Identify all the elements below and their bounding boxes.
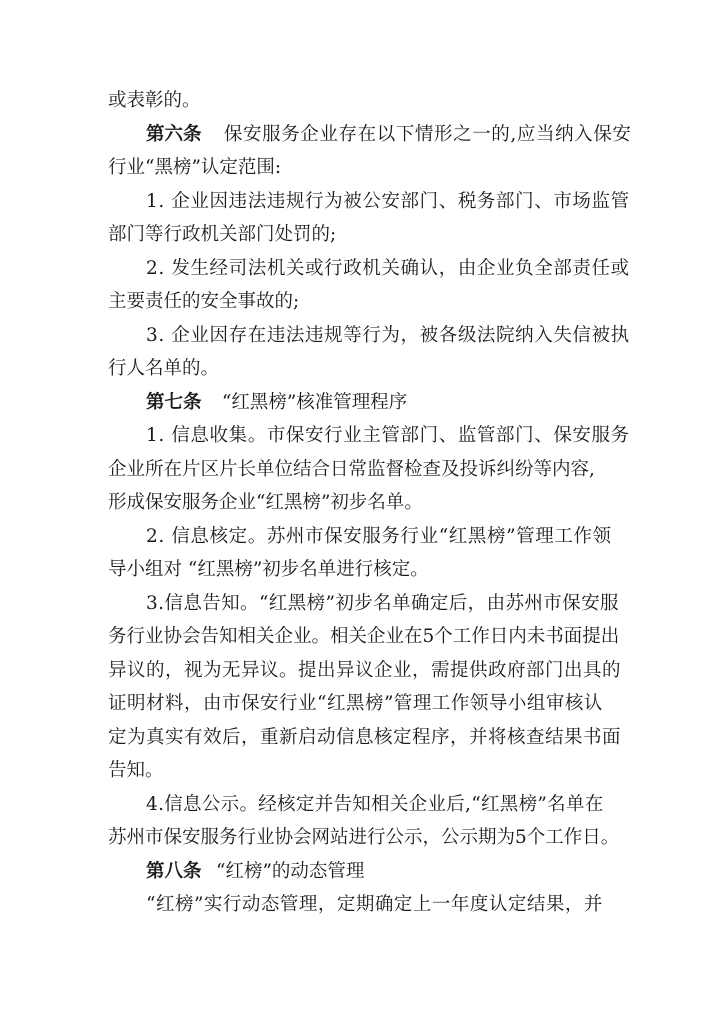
text-segment: 务行业协会告知相关企业。相关企业在5个工作日内未书面提出	[108, 626, 620, 647]
article-7-line	[0, 388, 724, 418]
text-line	[0, 555, 724, 585]
text-segment: 行人名单的。	[108, 358, 220, 379]
text-line	[0, 656, 724, 686]
text-segment: 保安服务企业存在以下情形之一的,应当纳入保安	[223, 123, 632, 145]
text-segment: “红榜”的动态管理	[216, 860, 365, 882]
text-line	[0, 153, 724, 183]
text-segment: 1. 信息收集。市保安行业主管部门、监管部门、保安服务	[146, 425, 630, 446]
text-line	[0, 622, 724, 652]
text-line	[0, 756, 724, 786]
text-line	[0, 823, 724, 853]
text-line	[0, 321, 724, 351]
text-segment: 证明材料，由市保安行业“红黑榜”管理工作领导小组审核认	[108, 693, 603, 714]
text-line	[0, 689, 724, 719]
text-line	[0, 187, 724, 217]
text-line	[0, 522, 724, 552]
text-segment: 导小组对 “红黑榜”初步名单进行核定。	[108, 559, 429, 580]
text-segment: 2. 发生经司法机关或行政机关确认，由企业负全部责任或	[146, 257, 630, 279]
text-segment: 定为真实有效后，重新启动信息核定程序，并将核查结果书面	[108, 726, 622, 748]
text-segment: 苏州市保安服务行业协会网站进行公示，公示期为5个工作日。	[108, 827, 620, 848]
text-segment: 或表彰的。	[108, 90, 201, 111]
text-segment: 2. 信息核定。苏州市保安服务行业“红黑榜”管理工作领	[146, 525, 612, 547]
text-line	[0, 455, 724, 485]
article-8-line	[0, 857, 724, 887]
text-segment: 形成保安服务企业“红黑榜”初步名单。	[108, 492, 423, 513]
text-segment: 告知。	[108, 760, 164, 781]
text-line	[0, 790, 724, 820]
article-7-label: 第七条	[146, 391, 202, 413]
text-line	[0, 354, 724, 384]
text-segment: 部门等行政机关部门处罚的;	[108, 224, 337, 245]
text-line	[0, 254, 724, 284]
text-line	[0, 488, 724, 518]
text-segment: 行业“黑榜”认定范围:	[108, 157, 282, 178]
article-6-label: 第六条	[146, 123, 202, 145]
text-segment: 3. 企业因存在违法违规等行为，被各级法院纳入失信被执	[146, 324, 630, 346]
text-segment: 企业所在片区片长单位结合日常监督检查及投诉纠纷等内容,	[108, 458, 595, 480]
text-line	[0, 890, 724, 920]
text-line	[0, 421, 724, 451]
article-8-label: 第八条	[146, 860, 202, 882]
text-segment: 4.信息公示。经核定并告知相关企业后,“红黑榜”名单在	[146, 793, 604, 815]
text-line	[0, 287, 724, 317]
text-segment: 3.信息告知。“红黑榜”初步名单确定后，由苏州市保安服	[146, 592, 619, 614]
text-segment: “红黑榜”核准管理程序	[221, 391, 408, 413]
text-line	[0, 723, 724, 753]
text-segment: 1. 企业因违法违规行为被公安部门、税务部门、市场监管	[146, 190, 630, 212]
text-segment: “红榜”实行动态管理，定期确定上一年度认定结果，并	[146, 894, 603, 915]
text-line	[0, 220, 724, 250]
article-6-line	[0, 120, 724, 150]
text-segment: 主要责任的安全事故的;	[108, 291, 300, 312]
text-segment: 异议的，视为无异议。提出异议企业，需提供政府部门出具的	[108, 659, 622, 681]
text-line	[0, 86, 724, 116]
text-line	[0, 589, 724, 619]
